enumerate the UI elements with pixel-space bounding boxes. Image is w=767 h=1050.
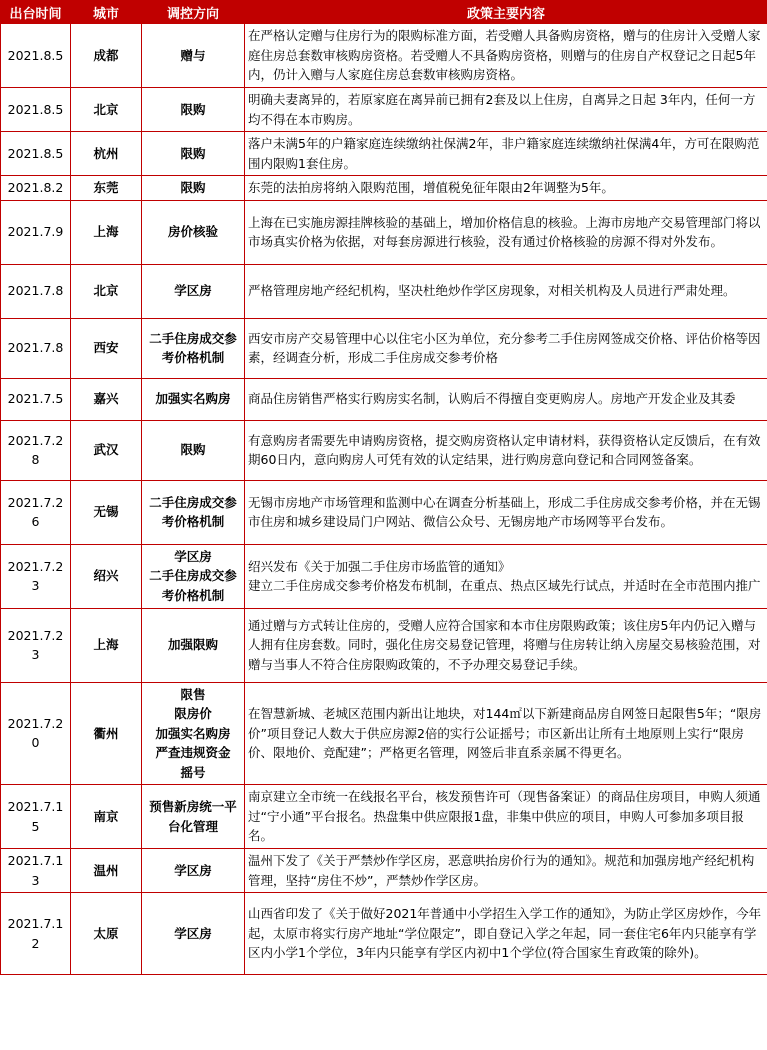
policy-date: 2021.7.12 — [1, 893, 71, 975]
policy-date: 2021.7.9 — [1, 200, 71, 264]
policy-city: 无锡 — [71, 480, 142, 544]
direction-item: 严查违规资金 — [155, 745, 231, 760]
direction-item: 房价核验 — [167, 224, 218, 240]
table-row — [1, 88, 767, 132]
direction-item: 加强实名购房 — [155, 725, 231, 741]
policy-date: 2021.7.15 — [1, 785, 71, 849]
direction-item: 二手住房成交参考价格机制 — [149, 494, 237, 529]
policy-direction — [142, 318, 245, 378]
direction-item: 限房价 — [174, 706, 212, 721]
table-row — [1, 893, 767, 975]
policy-city: 嘉兴 — [71, 378, 142, 420]
direction-item: 学区房 — [174, 548, 212, 564]
policy-date: 2021.7.20 — [1, 682, 71, 785]
table-row — [1, 200, 767, 264]
table-row — [1, 420, 767, 480]
policy-content: 在严格认定赠与住房行为的限购标准方面，若受赠人具备购房资格，赠与的住房计入受赠人家庭住房总套数审核购房资格。若受赠人不具备购房资格，则赠与的住房自产权登记之日起5年内，仍计入赠与人家庭住房总套数审核购房资格。 — [245, 24, 767, 88]
policy-content: 上海在已实施房源挂牌核验的基础上，增加价格信息的核验。上海市房地产交易管理部门将以市场真实价格为依据，对每套房源进行核验，没有通过价格核验的房源不得对外发布。 — [245, 200, 767, 264]
policy-city: 武汉 — [71, 420, 142, 480]
direction-item: 限购 — [180, 180, 206, 195]
policy-city: 东莞 — [71, 176, 142, 201]
policy-direction — [142, 420, 245, 480]
table-row — [1, 132, 767, 176]
header-city: 城市 — [71, 1, 142, 24]
policy-city: 上海 — [71, 200, 142, 264]
table-row — [1, 849, 767, 893]
policy-content: 在智慧新城、老城区范围内新出让地块，对144㎡以下新建商品房自网签日起限售5年；“限房价”项目登记人数大于供应房源2倍的实行公证摇号；市区新出让所有土地原则上实行“限房价、限地价、竞配建”；严格更名管理，网签后非直系亲属不得更名。 — [245, 682, 767, 785]
policy-date: 2021.7.28 — [1, 420, 71, 480]
table-row — [1, 608, 767, 682]
header-date: 出台时间 — [1, 1, 71, 24]
policy-direction — [142, 608, 245, 682]
policy-content: 明确夫妻离异的，若原家庭在离异前已拥有2套及以上住房，自离异之日起 3年内，任何一方均不得在本市购房。 — [245, 88, 767, 132]
policy-city: 北京 — [71, 88, 142, 132]
policy-date: 2021.7.26 — [1, 480, 71, 544]
policy-content: 有意购房者需要先申请购房资格，提交购房资格认定申请材料，获得资格认定反馈后，在有效期60日内，意向购房人可凭有效的认定结果，进行购房意向登记和合同网签备案。 — [245, 420, 767, 480]
policy-date: 2021.7.8 — [1, 318, 71, 378]
policy-date: 2021.8.5 — [1, 24, 71, 88]
policy-date: 2021.7.5 — [1, 378, 71, 420]
policy-content: 通过赠与方式转让住房的，受赠人应符合国家和本市住房限购政策；该住房5年内仍记入赠与人拥有住房套数。同时，强化住房交易登记管理，将赠与住房转让纳入房屋交易核验范围，对赠与当事人不符合住房限购政策的，不予办理交易登记手续。 — [245, 608, 767, 682]
policy-content: 西安市房产交易管理中心以住宅小区为单位，充分参考二手住房网签成交价格、评估价格等因素，经调查分析，形成二手住房成交参考价格 — [245, 318, 767, 378]
direction-item: 限购 — [180, 101, 206, 117]
policy-content: 东莞的法拍房将纳入限购范围，增值税免征年限由2年调整为5年。 — [245, 176, 767, 201]
policy-content: 落户未满5年的户籍家庭连续缴纳社保满2年，非户籍家庭连续缴纳社保满4年，方可在限购范围内限购1套住房。 — [245, 132, 767, 176]
policy-city: 绍兴 — [71, 544, 142, 608]
table-row — [1, 682, 767, 785]
policy-direction — [142, 544, 245, 608]
policy-content: 南京建立全市统一在线报名平台，核发预售许可（现售备案证）的商品住房项目，申购人须通过“宁小通”平台报名。热盘集中供应限报1盘，非集中供应的项目，申购人可参加多项目报名。 — [245, 785, 767, 849]
policy-city: 杭州 — [71, 132, 142, 176]
table-row — [1, 24, 767, 88]
policy-direction — [142, 378, 245, 420]
policy-city: 南京 — [71, 785, 142, 849]
policy-city: 上海 — [71, 608, 142, 682]
direction-item: 加强实名购房 — [155, 391, 231, 407]
policy-direction — [142, 132, 245, 176]
policy-content: 无锡市房地产市场管理和监测中心在调查分析基础上，形成二手住房成交参考价格，并在无锡市住房和城乡建设局门户网站、微信公众号、无锡房地产市场网等平台发布。 — [245, 480, 767, 544]
policy-direction — [142, 785, 245, 849]
direction-item: 限售 — [180, 686, 206, 702]
policy-city: 衢州 — [71, 682, 142, 785]
direction-item: 学区房 — [174, 283, 212, 299]
policy-direction — [142, 480, 245, 544]
policy-direction — [142, 893, 245, 975]
policy-date: 2021.8.5 — [1, 88, 71, 132]
policy-city: 北京 — [71, 264, 142, 318]
policy-city: 西安 — [71, 318, 142, 378]
policy-content: 温州下发了《关于严禁炒作学区房，恶意哄抬房价行为的通知》。规范和加强房地产经纪机构管理，坚持“房住不炒”，严禁炒作学区房。 — [245, 849, 767, 893]
policy-direction — [142, 176, 245, 201]
table-header-row — [1, 1, 767, 24]
policy-direction — [142, 88, 245, 132]
policy-date: 2021.7.13 — [1, 849, 71, 893]
policy-date: 2021.7.8 — [1, 264, 71, 318]
direction-item: 赠与 — [180, 47, 206, 63]
policy-date: 2021.7.23 — [1, 544, 71, 608]
direction-item: 加强限购 — [167, 637, 218, 653]
policy-content: 绍兴发布《关于加强二手住房市场监管的通知》 建立二手住房成交参考价格发布机制，在重点、热点区域先行试点，并适时在全市范围内推广 — [245, 544, 767, 608]
table-row — [1, 264, 767, 318]
policy-date: 2021.7.23 — [1, 608, 71, 682]
policy-direction — [142, 24, 245, 88]
direction-item: 学区房 — [174, 862, 212, 878]
policy-city: 成都 — [71, 24, 142, 88]
table-row — [1, 785, 767, 849]
policy-direction — [142, 682, 245, 785]
policy-direction — [142, 849, 245, 893]
table-row — [1, 176, 767, 201]
policy-direction — [142, 200, 245, 264]
direction-item: 学区房 — [174, 925, 212, 941]
policy-date: 2021.8.5 — [1, 132, 71, 176]
table-row — [1, 480, 767, 544]
policy-city: 太原 — [71, 893, 142, 975]
policy-direction — [142, 264, 245, 318]
table-row — [1, 544, 767, 608]
policy-content: 严格管理房地产经纪机构，坚决杜绝炒作学区房现象，对相关机构及人员进行严肃处理。 — [245, 264, 767, 318]
direction-item: 限购 — [180, 145, 206, 161]
direction-item: 摇号 — [180, 764, 206, 780]
header-content: 政策主要内容 — [245, 1, 767, 24]
policy-date: 2021.8.2 — [1, 176, 71, 201]
direction-item: 预售新房统一平台化管理 — [149, 799, 237, 834]
direction-item: 二手住房成交参考价格机制 — [149, 568, 237, 603]
policy-content: 商品住房销售严格实行购房实名制，认购后不得擅自变更购房人。房地产开发企业及其委 — [245, 378, 767, 420]
policy-content: 山西省印发了《关于做好2021年普通中小学招生入学工作的通知》，为防止学区房炒作，今年起，太原市将实行房产地址“学位限定”，即自登记入学之年起，同一套住宅6年内只能享有学区内小学1个学位，3年内只能享有学区内初中1个学位(符合国家生育政策的除外)。 — [245, 893, 767, 975]
header-direction: 调控方向 — [142, 1, 245, 24]
table-row — [1, 378, 767, 420]
direction-item: 二手住房成交参考价格机制 — [149, 330, 237, 365]
direction-item: 限购 — [180, 442, 206, 458]
table-row — [1, 318, 767, 378]
policy-city: 温州 — [71, 849, 142, 893]
